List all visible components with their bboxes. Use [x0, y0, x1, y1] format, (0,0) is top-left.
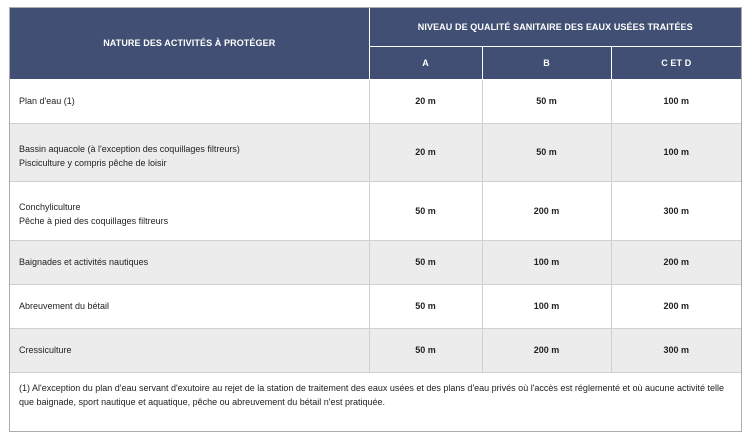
activity-line: Bassin aquacole (à l'exception des coquillages filtreurs): [19, 143, 240, 154]
value-cd: 300 m: [611, 328, 741, 372]
value-b: 100 m: [482, 284, 611, 328]
activity-cell: [10, 284, 369, 328]
table-row: [10, 240, 741, 284]
value-a: 50 m: [369, 240, 482, 284]
activity-line: Pisciculture y compris pêche de loisir: [19, 157, 167, 168]
value-cd: 100 m: [611, 123, 741, 181]
value-b: 200 m: [482, 181, 611, 240]
value-b: 100 m: [482, 240, 611, 284]
value-cd: 100 m: [611, 79, 741, 123]
value-a: 50 m: [369, 181, 482, 240]
activity-line: Plan d'eau (1): [19, 96, 75, 106]
header-level-a: A: [369, 46, 482, 79]
activity-cell: [10, 328, 369, 372]
activity-cell: [10, 123, 369, 181]
value-b: 50 m: [482, 123, 611, 181]
table-row: [10, 328, 741, 372]
header-quality-level: NIVEAU DE QUALITÉ SANITAIRE DES EAUX USÉES TRAITÉES: [369, 8, 741, 46]
table-row: [10, 123, 741, 181]
value-a: 50 m: [369, 328, 482, 372]
footnote: (1) Al'exception du plan d'eau servant d'exutoire au rejet de la station de traitement des eaux usées et des plans d'eau privés où l'accès est réglementé et où aucune activité telle que baignade, sport nautique et aquatique, pêche ou abreuvement du bétail n'est pratiquée.: [10, 372, 741, 429]
activity-line: Abreuvement du bétail: [19, 301, 110, 311]
activity-line: Cressiculture: [19, 345, 72, 355]
footnote-row: [10, 372, 741, 429]
table-header: [10, 8, 741, 79]
activity-line: Pêche à pied des coquillages filtreurs: [19, 216, 169, 226]
table-row: [10, 79, 741, 123]
activity-cell: [10, 79, 369, 123]
activity-line: Conchyliculture: [19, 202, 81, 212]
header-level-cd: C ET D: [611, 46, 741, 79]
value-b: 200 m: [482, 328, 611, 372]
distance-table: [10, 8, 741, 429]
header-activity: NATURE DES ACTIVITÉS À PROTÉGER: [10, 8, 369, 79]
value-cd: 200 m: [611, 284, 741, 328]
activity-line: Baignades et activités nautiques: [19, 257, 149, 267]
activity-cell: [10, 240, 369, 284]
value-b: 50 m: [482, 79, 611, 123]
header-level-b: B: [482, 46, 611, 79]
activity-cell: [10, 181, 369, 240]
table-row: [10, 181, 741, 240]
value-cd: 300 m: [611, 181, 741, 240]
table-row: [10, 284, 741, 328]
document-frame: [9, 7, 742, 432]
value-a: 20 m: [369, 79, 482, 123]
value-a: 50 m: [369, 284, 482, 328]
value-a: 20 m: [369, 123, 482, 181]
value-cd: 200 m: [611, 240, 741, 284]
